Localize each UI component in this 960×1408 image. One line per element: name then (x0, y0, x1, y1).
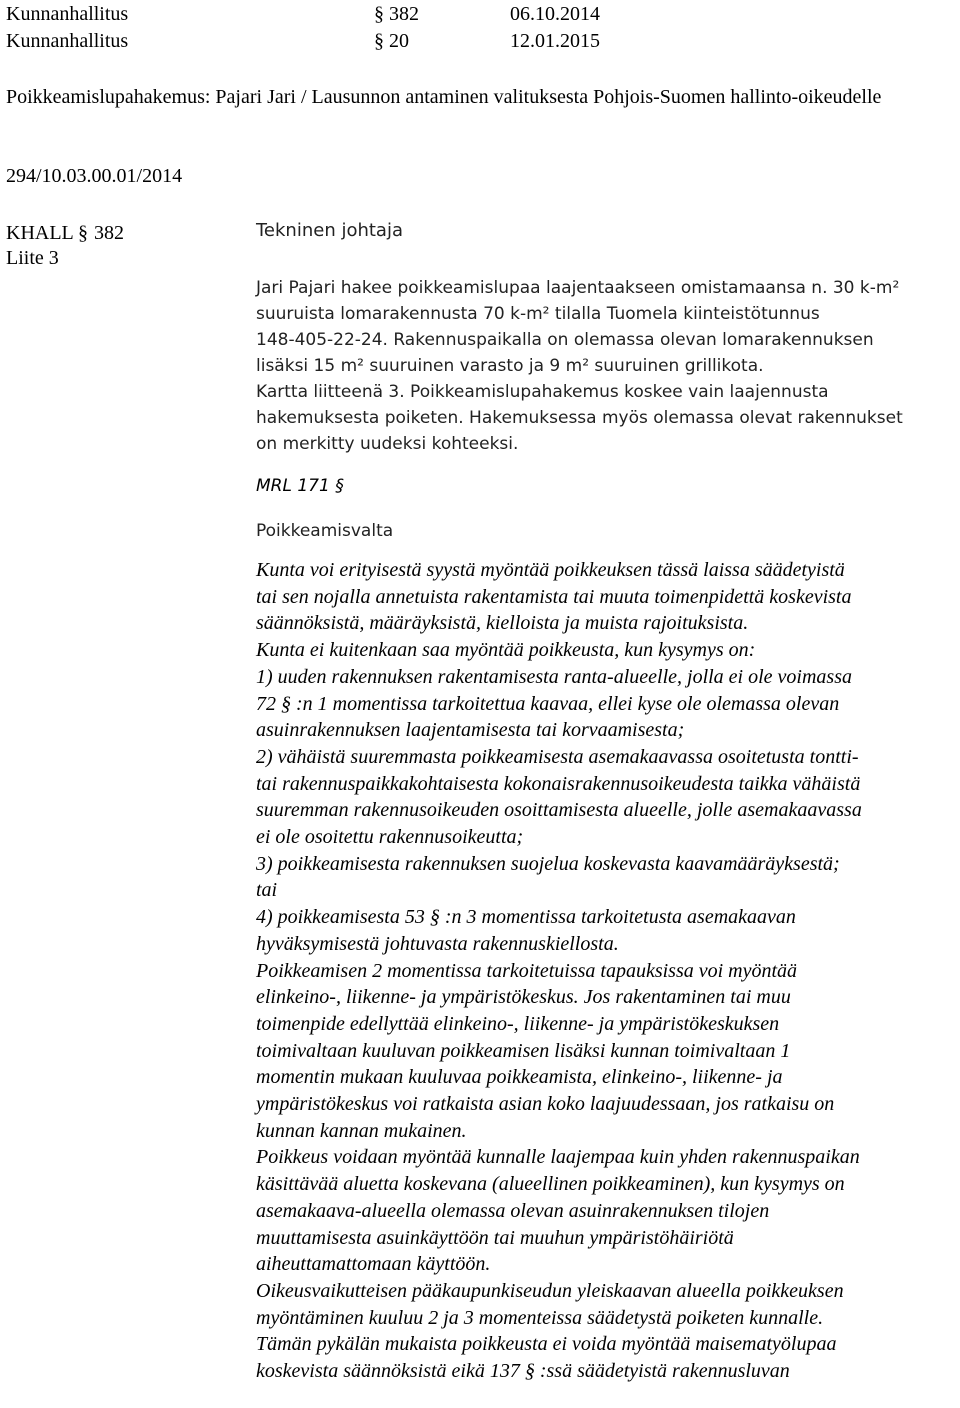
law-line: muuttamisesta asuinkäyttöön tai muuhun ympäristöhäiriötä (256, 1226, 734, 1249)
law-line: tai (256, 879, 278, 902)
meeting-date: 06.10.2014 (510, 3, 600, 25)
section-number: § 382 (374, 3, 419, 25)
paragraph-line: Jari Pajari hakee poikkeamislupaa laajentaakseen omistamaansa n. 30 k-m² (256, 278, 900, 298)
meeting-date: 12.01.2015 (510, 30, 600, 52)
law-line: myöntäminen kuuluu 2 ja 3 momenteissa säädetystä poiketen kunnalle. (256, 1306, 824, 1329)
law-line: Tämän pykälän mukaista poikkeusta ei voida myöntää maisematyölupaa (256, 1333, 837, 1356)
law-line: elinkeino-, liikenne- ja ympäristökeskus. Jos rakentaminen tai muu (256, 986, 791, 1009)
law-line: ympäristökeskus voi ratkaista asian koko laajuudessaan, jos ratkaisu on (256, 1093, 835, 1116)
law-line: käsittävää aluetta koskevana (alueellinen poikkeaminen), kun kysymys on (256, 1173, 845, 1196)
meeting-body: Kunnanhallitus (6, 30, 129, 52)
paragraph-line: hakemuksesta poiketen. Hakemuksessa myös olemassa olevat rakennukset (256, 408, 903, 428)
reference-number: 294/10.03.00.01/2014 (6, 165, 183, 187)
law-line: säännöksistä, määräyksistä, kielloista ja muista rajoituksista. (256, 612, 749, 635)
law-line: ei ole osoitettu rakennusoikeutta; (256, 826, 524, 849)
law-line: Oikeusvaikutteisen pääkaupunkiseudun yleiskaavan alueella poikkeuksen (256, 1279, 844, 1302)
law-line: koskevista säännöksistä eikä 137 § :ssä säädetyistä rakennusluvan (256, 1360, 790, 1383)
section-number: § 20 (374, 30, 409, 52)
law-line: 3) poikkeamisesta rakennuksen suojelua koskevasta kaavamääräyksestä; (256, 852, 840, 875)
law-line: Kunta voi erityisestä syystä myöntää poikkeuksen tässä laissa säädetyistä (256, 559, 845, 581)
law-line: toimenpide edellyttää elinkeino-, liikenne- ja ympäristökeskuksen (256, 1012, 780, 1035)
law-line: suuremman rakennusoikeuden osoittamisesta alueelle, jolle asemakaavassa (256, 799, 862, 822)
law-line: Kunta ei kuitenkaan saa myöntää poikkeusta, kun kysymys on: (256, 639, 756, 662)
law-text (256, 557, 956, 1385)
preparer-role: Tekninen johtaja (256, 220, 403, 241)
law-line: Poikkeus voidaan myöntää kunnalle laajempaa kuin yhden rakennuspaikan (256, 1146, 860, 1169)
law-line: Poikkeamisen 2 momentissa tarkoitetuissa tapauksissa voi myöntää (256, 959, 798, 982)
paragraph-line: on merkitty uudeksi kohteeksi. (256, 434, 519, 454)
paragraph-line: lisäksi 15 m² suuruinen varasto ja 9 m² suuruinen grillikota. (256, 356, 764, 376)
law-line: hyväksymisestä johtuvasta rakennuskiellosta. (256, 932, 619, 955)
law-line: 72 § :n 1 momentissa tarkoitettua kaavaa, ellei kyse ole olemassa olevan (256, 692, 840, 715)
law-reference: MRL 171 § (256, 476, 344, 496)
law-section-title: Poikkeamisvalta (256, 521, 394, 541)
paragraph-line: suuruista lomarakennusta 70 k-m² tilalla Tuomela kiinteistötunnus (256, 304, 820, 324)
law-line: 4) poikkeamisesta 53 § :n 3 momentissa tarkoitetusta asemakaavan (256, 906, 796, 929)
law-line: 2) vähäistä suuremmasta poikkeamisesta asemakaavassa osoitetusta tontti- (256, 745, 859, 768)
document-title: Poikkeamislupahakemus: Pajari Jari / Lausunnon antaminen valituksesta Pohjois-Suomen hallinto-oikeudelle (6, 86, 882, 108)
attachment-label: Liite 3 (6, 247, 59, 269)
law-line: tai sen nojalla annetuista rakentamista tai muuta toimenpidettä koskevista (256, 585, 852, 608)
law-line: 1) uuden rakennuksen rakentamisesta ranta-alueelle, jolla ei ole voimassa (256, 665, 852, 688)
paragraph-line: 148-405-22-24. Rakennuspaikalla on olemassa olevan lomarakennuksen (256, 330, 874, 350)
law-line: asuinrakennuksen laajentamisesta tai korvaamisesta; (256, 719, 685, 742)
law-line: kunnan kannan mukainen. (256, 1119, 467, 1142)
meeting-header-row-2 (6, 29, 600, 53)
law-line: momentin mukaan kuuluvaa poikkeamista, elinkeino-, liikenne- ja (256, 1066, 783, 1089)
meeting-header-row-1 (6, 2, 600, 26)
law-line: asemakaava-alueella olemassa olevan asuinrakennuksen tilojen (256, 1199, 770, 1222)
law-line: tai rakennuspaikkakohtaisesta kokonaisrakennusoikeudesta taikka vähäistä (256, 772, 861, 795)
law-line: aiheuttamattomaan käyttöön. (256, 1253, 491, 1276)
law-line: toimivaltaan kuuluvan poikkeamisen lisäksi kunnan toimivaltaan 1 (256, 1039, 791, 1062)
meeting-body: Kunnanhallitus (6, 3, 129, 25)
khall-label: KHALL § 382 (6, 222, 125, 244)
paragraph-line: Kartta liitteenä 3. Poikkeamislupahakemus koskee vain laajennusta (256, 382, 829, 402)
application-description (256, 275, 956, 457)
